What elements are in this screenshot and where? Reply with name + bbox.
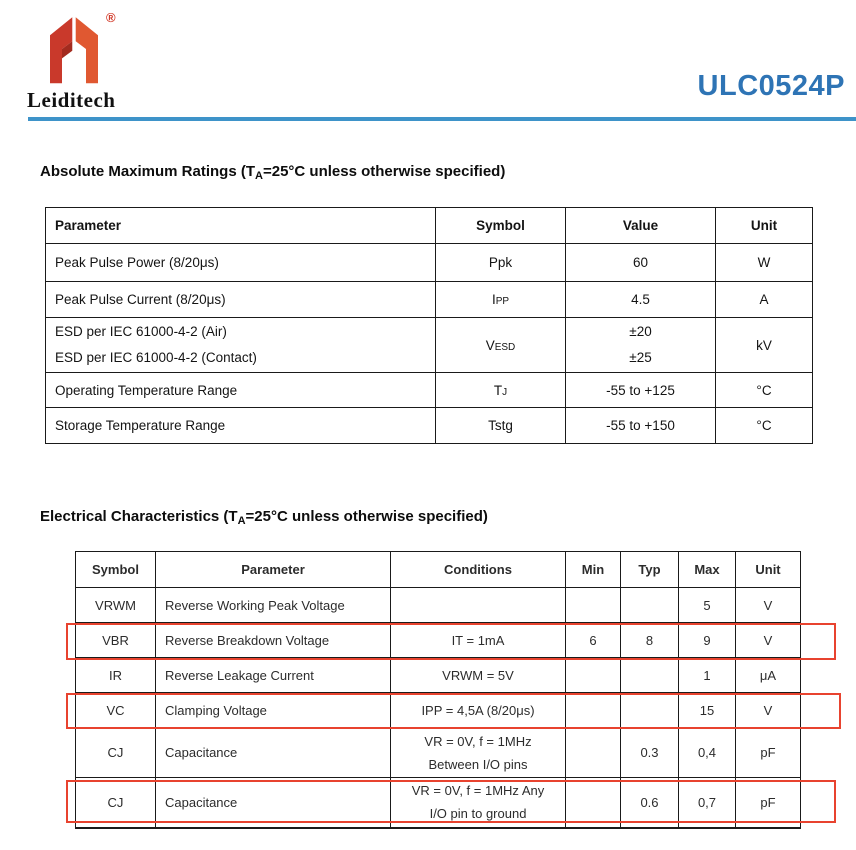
column-header-parameter: Parameter xyxy=(46,208,436,244)
cell-min xyxy=(566,778,621,828)
cell-value: 60 xyxy=(566,244,716,282)
cell-unit: V xyxy=(736,588,801,623)
table-row-highlighted xyxy=(76,693,801,728)
cell-parameter: Capacitance xyxy=(156,778,391,828)
table-row-highlighted xyxy=(76,778,801,828)
section-title-electrical-characteristics xyxy=(40,508,488,527)
cell-unit: A xyxy=(716,282,813,318)
cell-unit: °C xyxy=(716,373,813,408)
cell-typ xyxy=(621,693,679,728)
column-header-symbol: Symbol xyxy=(436,208,566,244)
column-header-max: Max xyxy=(679,552,736,588)
cell-max: 5 xyxy=(679,588,736,623)
cell-symbol: Ppk xyxy=(436,244,566,282)
electrical-characteristics-table xyxy=(75,551,801,829)
table-row xyxy=(76,728,801,778)
cell-value: -55 to +125 xyxy=(566,373,716,408)
cell-symbol: IR xyxy=(76,658,156,693)
cell-conditions: VRWM = 5V xyxy=(391,658,566,693)
cell-unit: pF xyxy=(736,778,801,828)
cell-symbol: VRWM xyxy=(76,588,156,623)
cell-parameter: Clamping Voltage xyxy=(156,693,391,728)
cell-unit: pF xyxy=(736,728,801,778)
cell-symbol: VBR xyxy=(76,623,156,658)
cell-conditions: VR = 0V, f = 1MHz Any I/O pin to ground xyxy=(391,778,566,828)
column-header-symbol: Symbol xyxy=(76,552,156,588)
column-header-unit: Unit xyxy=(736,552,801,588)
cell-typ: 0.3 xyxy=(621,728,679,778)
cell-unit: μA xyxy=(736,658,801,693)
cell-symbol: VESD xyxy=(436,318,566,373)
part-number: ULC0524P xyxy=(697,70,845,102)
registered-trademark-icon: ® xyxy=(106,10,116,25)
title-text: =25°C unless otherwise specified) xyxy=(245,508,488,525)
column-header-min: Min xyxy=(566,552,621,588)
title-text: Absolute Maximum Ratings (T xyxy=(40,163,256,180)
cell-max: 0,4 xyxy=(679,728,736,778)
cell-min xyxy=(566,658,621,693)
cell-value: 4.5 xyxy=(566,282,716,318)
table-header-row xyxy=(76,552,801,588)
leiditech-logo-icon xyxy=(38,8,110,90)
table-row xyxy=(76,658,801,693)
cell-parameter: Reverse Working Peak Voltage xyxy=(156,588,391,623)
column-header-unit: Unit xyxy=(716,208,813,244)
cell-symbol: VC xyxy=(76,693,156,728)
cell-min xyxy=(566,728,621,778)
title-subscript: A xyxy=(255,170,263,182)
cell-symbol: CJ xyxy=(76,728,156,778)
cell-typ xyxy=(621,588,679,623)
cell-symbol: Tstg xyxy=(436,408,566,444)
title-text: =25°C unless otherwise specified) xyxy=(262,163,506,180)
cell-max: 0,7 xyxy=(679,778,736,828)
cell-symbol: CJ xyxy=(76,778,156,828)
header-divider xyxy=(28,117,856,121)
cell-parameter: ESD per IEC 61000-4-2 (Air) ESD per IEC 61000-4-2 (Contact) xyxy=(46,318,436,373)
cell-parameter: Reverse Leakage Current xyxy=(156,658,391,693)
column-header-value: Value xyxy=(566,208,716,244)
cell-parameter: Reverse Breakdown Voltage xyxy=(156,623,391,658)
cell-conditions: VR = 0V, f = 1MHz Between I/O pins xyxy=(391,728,566,778)
cell-parameter: Operating Temperature Range xyxy=(46,373,436,408)
cell-symbol: IPP xyxy=(436,282,566,318)
cell-min xyxy=(566,588,621,623)
table-row xyxy=(46,318,813,373)
cell-unit: W xyxy=(716,244,813,282)
cell-parameter: Storage Temperature Range xyxy=(46,408,436,444)
cell-conditions xyxy=(391,588,566,623)
cell-typ: 8 xyxy=(621,623,679,658)
logo-text: Leiditech xyxy=(27,88,116,112)
table-row-highlighted xyxy=(76,623,801,658)
column-header-typ: Typ xyxy=(621,552,679,588)
cell-parameter: Peak Pulse Power (8/20μs) xyxy=(46,244,436,282)
cell-parameter: Capacitance xyxy=(156,728,391,778)
cell-conditions: IPP = 4,5A (8/20μs) xyxy=(391,693,566,728)
cell-parameter: Peak Pulse Current (8/20μs) xyxy=(46,282,436,318)
cell-unit: V xyxy=(736,693,801,728)
absolute-maximum-ratings-table xyxy=(45,207,813,444)
table-row xyxy=(46,373,813,408)
cell-min: 6 xyxy=(566,623,621,658)
cell-conditions: IT = 1mA xyxy=(391,623,566,658)
cell-typ xyxy=(621,658,679,693)
title-subscript: A xyxy=(237,515,246,527)
cell-max: 1 xyxy=(679,658,736,693)
cell-max: 15 xyxy=(679,693,736,728)
cell-value: ±20 ±25 xyxy=(566,318,716,373)
table-header-row xyxy=(46,208,813,244)
title-text: Electrical Characteristics (T xyxy=(40,508,238,525)
column-header-parameter: Parameter xyxy=(156,552,391,588)
cell-min xyxy=(566,693,621,728)
cell-unit: V xyxy=(736,623,801,658)
column-header-conditions: Conditions xyxy=(391,552,566,588)
cell-symbol: TJ xyxy=(436,373,566,408)
cell-unit: kV xyxy=(716,318,813,373)
table-row xyxy=(46,244,813,282)
cell-max: 9 xyxy=(679,623,736,658)
cell-typ: 0.6 xyxy=(621,778,679,828)
table-row xyxy=(76,588,801,623)
cell-unit: °C xyxy=(716,408,813,444)
cell-value: -55 to +150 xyxy=(566,408,716,444)
table-row xyxy=(46,282,813,318)
table-row xyxy=(46,408,813,444)
section-title-absolute-maximum-ratings xyxy=(40,163,505,182)
